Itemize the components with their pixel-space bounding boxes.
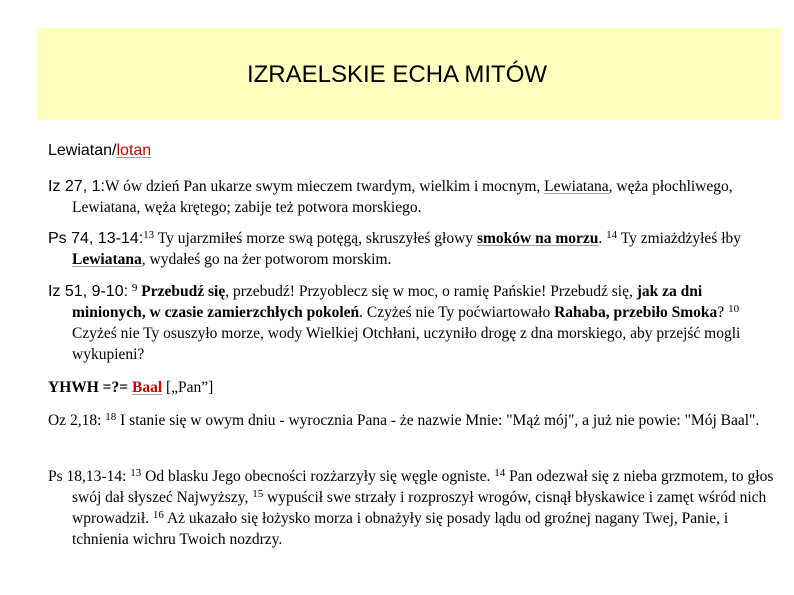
baal-label: Baal <box>131 379 163 396</box>
lewiatan-heading <box>48 140 778 161</box>
verse-ref: Ps 74, 13-14: <box>48 230 144 247</box>
lewiatan-label: Lewiatan/ <box>48 142 117 159</box>
verse-ps18: Ps 18,13-14: $^{13}$ Od blasku Jego obecności rozżarzyły się węgle ogniste. $^{14}$ Pan odezwał się z nieba grzmotem, to głos swój dał słyszeć Najwyższy, $^{15}$ wypuścił swe strzały i rozproszył wrogów, cisnął błyskawice i zamęt wśród nich wprowadził. $^{16}$ Aż ukazało się łożysko morza i obnażyły się posady lądu od groźnej nagany Twej, Panie, i tchnienia wichru Twoich nozdrzy. <box>48 467 774 548</box>
verse-iz51: Iz 51, 9-10: $^9$ Przebudź się, przebudź! Przyoblecz się w moc, o ramię Pańskie! Przebudź się, jak za dni minionych, w czasie zamierzchłych pokoleń. Czyżeś nie Ty poćwiartowało Rahaba, przebiło Smoka? $^{10}$ Czyżeś nie Ty osuszyło morze, wody Wielkiej Otchłani, uczyniło drogę z dna morskiego, aby przejść mogli wykupieni? <box>48 282 741 363</box>
page-title: IZRAELSKIE ECHA MITÓW <box>246 61 548 88</box>
lotan-label: lotan <box>116 142 152 159</box>
verse-ref: Iz 27, 1: <box>48 178 105 195</box>
verse-ref: Ps 18,13-14: <box>48 468 127 485</box>
verse-ref: Oz 2,18: <box>48 412 102 429</box>
verse-ps74: Ps 74, 13-14:$^{13}$ Ty ujarzmiłeś morze swą potęgą, skruszyłeś głowy smoków na morzu. $^{14}$ Ty zmiażdżyłeś łby Lewiatana, wydałeś go na żer potworom morskim. <box>48 229 741 268</box>
yhwh-line: YHWH =?= Baal [„Pan”] <box>48 379 214 396</box>
verse-ref: Iz 51, 9-10: <box>48 283 129 300</box>
verse-iz27: Iz 27, 1:W ów dzień Pan ukarze swym mieczem twardym, wielkim i mocnym, Lewiatana, węża płochliwego, Lewiatana, węża krętego; zabije też potwora morskiego. <box>48 178 733 216</box>
verse-oz2: Oz 2,18: $^{18}$ I stanie się w owym dniu - wyrocznia Pana - że nazwie Mnie: "Mąż mój", a już nie powie: "Mój Baal". <box>48 411 760 429</box>
